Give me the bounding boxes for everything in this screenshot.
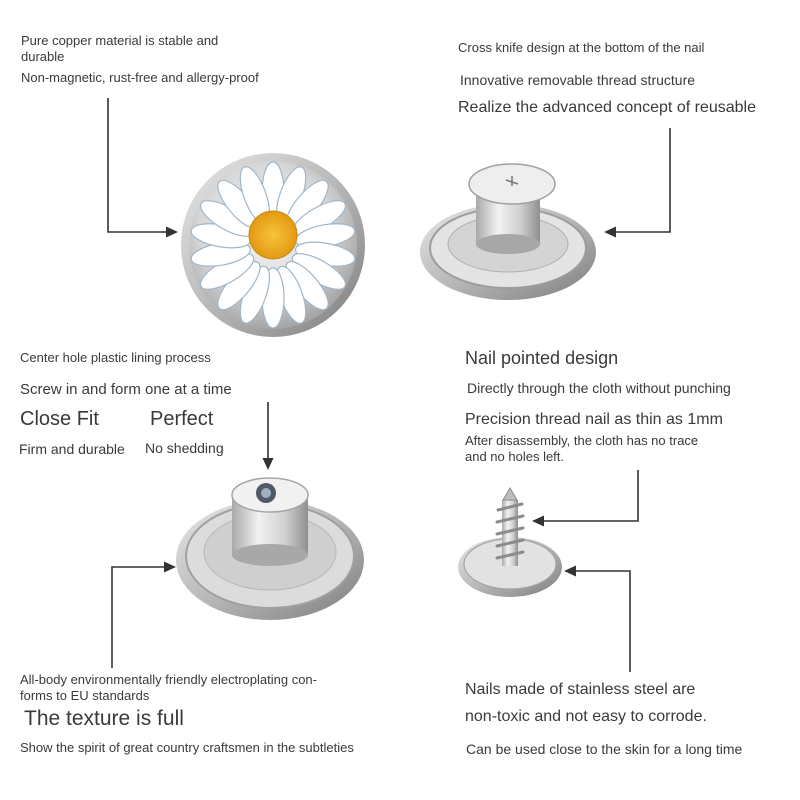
arrow-head-icon <box>604 227 616 238</box>
electroplating-line-1: All-body environmentally friendly electroplating con- <box>20 672 317 687</box>
skin-safe-line: Can be used close to the skin for a long time <box>466 741 743 757</box>
cross-knife-line: Cross knife design at the bottom of the nail <box>458 40 705 55</box>
copper-material-line-2: durable <box>21 49 65 64</box>
non-magnetic-line: Non-magnetic, rust-free and allergy-proof <box>21 70 259 85</box>
nail-pointed-heading: Nail pointed design <box>465 348 619 368</box>
precision-thread-line: Precision thread nail as thin as 1mm <box>465 411 723 428</box>
screw-in-line: Screw in and form one at a time <box>20 381 232 398</box>
stainless-steel-line-1: Nails made of stainless steel are <box>465 681 696 698</box>
no-trace-line-2: and no holes left. <box>465 449 565 464</box>
removable-thread-line: Innovative removable thread structure <box>460 72 696 88</box>
electroplating-line-2: forms to EU standards <box>20 688 150 703</box>
perfect-heading: Perfect <box>150 408 214 430</box>
copper-material-line-1: Pure copper material is stable and <box>21 33 219 48</box>
reusable-concept-line: Realize the advanced concept of reusable <box>458 99 756 116</box>
arrow-head-icon <box>166 227 178 238</box>
stainless-steel-line-2: non-toxic and not easy to corrode. <box>465 708 707 725</box>
craftsmen-line: Show the spirit of great country craftsmen in the subtleties <box>20 740 354 755</box>
screw-nail-image <box>458 488 562 597</box>
through-cloth-line: Directly through the cloth without punching <box>467 380 731 396</box>
no-shedding-line: No shedding <box>145 440 224 456</box>
close-fit-heading: Close Fit <box>20 408 99 430</box>
texture-heading: The texture is full <box>24 707 184 730</box>
arrow-head-icon <box>564 566 576 577</box>
no-trace-line-1: After disassembly, the cloth has no trace <box>465 433 699 448</box>
arrow-head-icon <box>263 458 274 470</box>
firm-durable-line: Firm and durable <box>19 441 125 457</box>
center-hole-line: Center hole plastic lining process <box>20 350 211 365</box>
daisy-button-image <box>181 153 365 337</box>
arrow-head-icon <box>164 562 176 573</box>
button-back-image <box>420 164 596 300</box>
hollow-button-image <box>176 478 364 620</box>
arrow-head-icon <box>532 516 544 527</box>
